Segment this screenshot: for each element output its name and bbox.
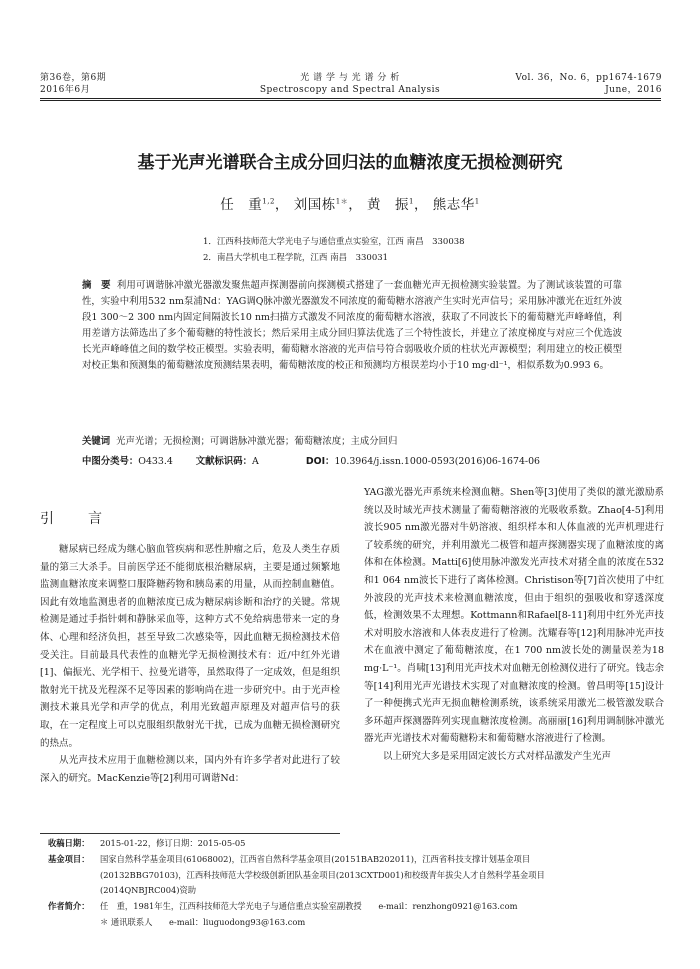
header-rule-thin [40,100,661,101]
keywords-label: 关键词 [82,436,111,447]
journal-pages-info [515,72,662,96]
author-name: 黄 振 [366,197,409,213]
author-affil: 1 [474,197,480,206]
month-year: June，2016 [605,85,662,95]
author-bio-text: 任 重，1981年生，江西科技师范大学光电子与通信重点实验室副教授 e-mail：renzhong0921@163.com [100,901,518,912]
abstract-text: 利用可调谐脉冲激光器激发聚焦超声探测器前向探测模式搭建了一套血糖光声无损检测实验装置。为了测试该装置的可靠性，实验中利用532 nm泵浦Nd：YAG调Q脉冲激光器激发不同浓度的葡萄糖水溶液产生实时光声信号；采用脉冲激光在近红外波段1 300～2 300 nm内固定间隔波长10 nm扫描方式激发不同浓度的葡萄糖水溶液，获取了不同波长下的葡萄糖光声峰峰值，利用差谱方法筛选出了多个葡萄糖的特性波长；然后采用主成分回归算法优选了三个特性波长，并建立了浓度梯度与对应三个优选波长光声峰峰值之间的数学校正模型。实验表明，葡萄糖水溶液的光声信号符合弱吸收介质的柱状光声源模型；利用建立的校正模型对校正集和预测集的葡萄糖浓度预测结果表明，葡萄糖浓度的校正和预测均方根误差均小于10 mg·dl⁻¹，相似系数为0.993 6。 [82,280,622,371]
author-list [0,193,700,213]
doc-code-label: 文献标识码： [195,456,253,467]
paragraph: 糖尿病已经成为继心脑血管疾病和恶性肿瘤之后，危及人类生存质量的第三大杀手。目前医学还不能彻底根治糖尿病，主要是通过频繁地监测血糖浓度来调整口服降糖药物和胰岛素的用量，从而控制血糖值。因此有效地监测患者的血糖浓度已成为糖尿病诊断和治疗的关键。常规检测是通过手指针刺和静脉采血等，这种方式不免给病患带来一定的身体、心理和经济负担，甚至导致二次感染等，因此血糖无损检测技术倍受关注。目前最具代表性的血糖光学无损检测技术有：近/中红外光谱[1]、偏振光、光学相干、拉曼光谱等，虽然取得了一定成效，但是组织散射光干扰及光程深不足等因素的影响尚在进一步研究中。由于光声检测技术兼具光学和声学的优点，利用光致超声原理及对超声信号的获取，在一定程度上可以克服组织散射光干扰，已成为血糖无损检测研究的热点。 [40,544,340,749]
corresponding-author [48,915,660,931]
doi-label: DOI： [305,456,335,467]
section-title: 引 言 [40,511,112,527]
footnote-rule [40,833,340,834]
abstract [82,278,622,374]
abstract-label: 摘 要 [82,280,111,291]
classification-line [82,456,540,468]
paper-title: 基于光声光谱联合主成分回归法的血糖浓度无损检测研究 [137,153,563,173]
paragraph: 以上研究大多是采用固定波长方式对样品激发产生光声 [383,750,612,762]
author-name: 刘国栋 [293,197,336,213]
fund-line: (2014QNBJRC004)资助 [100,885,197,896]
fund-info [48,852,660,899]
journal-name-en: Spectroscopy and Spectral Analysis [259,85,441,95]
journal-name-cn: 光 谱 学 与 光 谱 分 析 [300,73,400,83]
author-affil: 1 [408,197,414,206]
fund-line: (20132BBG70103)，江西科技师范大学校级创新团队基金项目(2013CXTD001)和校级青年拔尖人才自然科学基金项目 [100,869,545,880]
issue-date: 2016年6月 [40,85,91,95]
affiliation-2: 2．南昌大学机电工程学院，江西 南昌 330031 [203,253,389,263]
footnotes [48,836,660,931]
corresponding-text: ＊ 通讯联系人 e-mail：liuguodong93@163.com [100,916,306,927]
received-text: 2015-01-22，修订日期：2015-05-05 [100,838,246,848]
doi-value: 10.3964/j.issn.1000-0593(2016)06-1674-06 [334,456,541,467]
fund-line: 国家自然科学基金项目(61068002)，江西省自然科学基金项目(20151BAB202011)，江西省科技支撑计划基金项目 [100,853,531,864]
author-bio-label: 作者简介： [48,901,90,912]
affiliation-1: 1．江西科技师范大学光电子与通信重点实验室，江西 南昌 330038 [203,237,465,247]
clc-value: O433.4 [138,456,173,467]
header-rule [40,98,661,99]
volume-pages: Vol. 36，No. 6，pp1674-1679 [515,73,662,83]
clc-label: 中图分类号： [82,456,139,467]
received-date [48,836,660,852]
author-affil: 1＊ [335,197,349,206]
keywords-text: 光声光谱；无损检测；可调谐脉冲激光器；葡萄糖浓度；主成分回归 [116,436,398,447]
paragraph: YAG激光器光声系统来检测血糖。Shen等[3]使用了类似的激光激励系统以及时域光声技术测量了葡萄糖溶液的光吸收系数。Zhao[4-5]利用波长905 nm激光器对牛奶溶液、组织样本和人体血液的光声机理进行了较系统的研究，并利用激光二极管和超声探测器实现了血糖浓度的离体和在体检测。Matti[6]使用脉冲激发光声技术对猪全血的浓度在532和1 064 nm波长下进行了离体检测。Christison等[7]首次使用了中红外波段的光声技术来检测血糖浓度，但由于组织的强吸收和穿透深度低，检测效果不太理想。Kottmann和Rafael[8-11]利用中红外光声技术对明胶水溶液和人体表皮进行了检测。沈耀春等[12]利用脉冲光声技术在血液中测定了葡萄糖浓度，在1 700 nm波长处的测量误差为18 mg·L⁻¹。肖啸[13]利用光声技术对血糖无创检测仪进行了研究。钱志余等[14]利用光声光谱技术实现了对血糖浓度的检测。曾昌明等[15]设计了一种便携式光声无损血糖检测系统，该系统采用激光二极管激发联合多环超声探测器阵列实现血糖浓度检测。高丽丽[16]利用调制脉冲激光器光声光谱技术对葡萄糖粉末和葡萄糖水溶液进行了检测。 [364,487,664,745]
author-name: 熊志华 [432,197,475,213]
author-affil: 1,2 [262,197,275,206]
author-bio [48,899,660,915]
author-name: 任 重 [220,197,263,213]
volume-issue: 第36卷，第6期 [40,73,107,83]
author-sep: ， [348,197,363,213]
author-sep: ， [274,197,289,213]
left-column [40,541,340,787]
keywords [82,436,397,448]
received-label: 收稿日期： [48,838,90,848]
fund-label: 基金项目： [48,853,90,864]
right-column [364,484,664,766]
doc-code-value: A [252,456,259,467]
paragraph: 从光声技术应用于血糖检测以来，国内外有许多学者对此进行了较深入的研究。MacKenzie等[2]利用可调谐Nd： [40,755,340,784]
author-sep: ， [413,197,428,213]
